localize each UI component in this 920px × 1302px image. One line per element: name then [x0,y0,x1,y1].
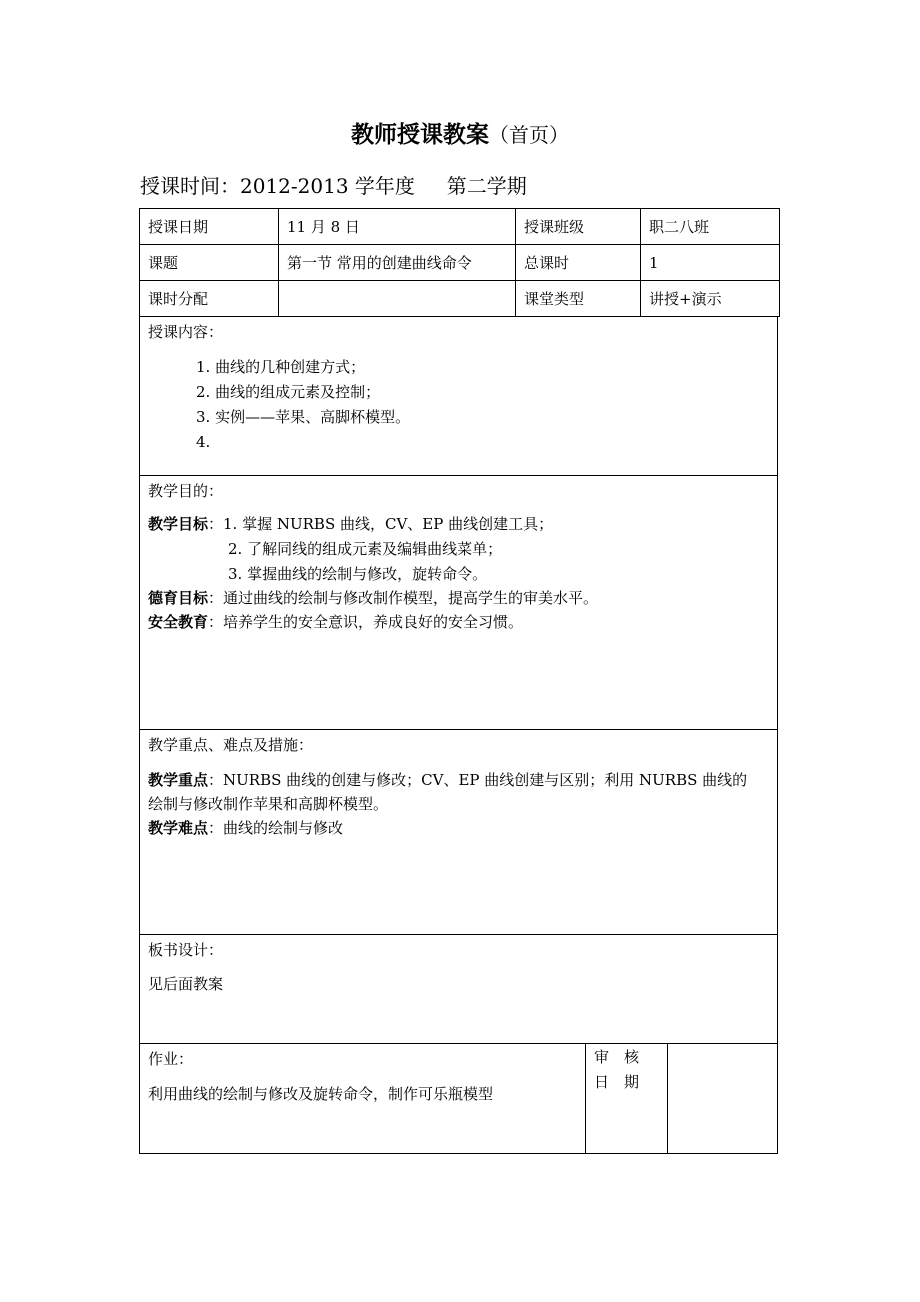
table-row [140,209,780,245]
review-label: 审 核 [594,1048,640,1066]
column-divider [667,1044,668,1153]
page-title-main: 教师授课教案 [351,122,489,148]
topic-value: 第一节 常用的创建曲线命令 [279,245,516,281]
date-label: 授课日期 [140,209,279,245]
class-value: 职二八班 [641,209,780,245]
moral-goal-label: 德育目标 [148,589,209,607]
safety-line [148,610,523,635]
column-divider [585,1044,586,1153]
moral-goal-text: ：通过曲线的绘制与修改制作模型，提高学生的审美水平。 [208,589,599,607]
alloc-value [279,281,516,317]
moral-goal-line [148,586,598,611]
goals-heading: 教学目的： [148,482,224,500]
hours-label: 总课时 [516,245,641,281]
class-label: 授课班级 [516,209,641,245]
table-row [140,281,780,317]
board-section [139,935,778,1044]
info-table [139,208,780,317]
content-item: 2. 曲线的组成元素及控制； [196,383,381,401]
teach-goal-label: 教学目标 [148,515,209,533]
difficulty-line [148,816,343,841]
board-heading: 板书设计： [148,941,224,959]
focus-text: ：NURBS 曲线的创建与修改；CV、EP 曲线创建与区别；利用 NURBS 曲线的 [208,771,748,789]
page-title-suffix: （首页） [489,123,569,147]
teach-goal-text: ：1. 掌握 NURBS 曲线，CV、EP 曲线创建工具； [208,515,554,533]
difficulty-text: ：曲线的绘制与修改 [208,819,344,837]
keypoints-heading: 教学重点、难点及措施： [148,736,314,754]
focus-label: 教学重点 [148,771,209,789]
keypoints-section [139,730,778,935]
homework-heading: 作业： [148,1050,194,1068]
homework-section [139,1044,778,1154]
alloc-label: 课时分配 [140,281,279,317]
hours-value: 1 [641,245,780,281]
topic-label: 课题 [140,245,279,281]
table-row [140,245,780,281]
content-section [139,317,778,476]
type-value: 讲授+演示 [641,281,780,317]
board-text: 见后面教案 [148,975,224,993]
content-item: 4. [196,433,211,451]
difficulty-label: 教学难点 [148,819,209,837]
focus-line-2: 绘制与修改制作苹果和高脚杯模型。 [148,795,389,813]
type-label: 课堂类型 [516,281,641,317]
teaching-time: 授课时间：2012-2013 学年度 第二学期 [140,174,527,198]
review-date-label: 日 期 [594,1073,640,1091]
teach-goal-line [148,512,553,537]
content-item: 3. 实例——苹果、高脚杯模型。 [196,408,411,426]
page-title [0,120,920,150]
focus-line [148,768,747,793]
teach-goal-line: 2. 了解同线的组成元素及编辑曲线菜单； [228,540,503,558]
safety-text: ：培养学生的安全意识，养成良好的安全习惯。 [208,613,524,631]
safety-label: 安全教育 [148,613,209,631]
goals-section [139,476,778,730]
content-item: 1. 曲线的几种创建方式； [196,358,366,376]
teach-goal-line: 3. 掌握曲线的绘制与修改，旋转命令。 [228,565,488,583]
date-value: 11 月 8 日 [279,209,516,245]
homework-text: 利用曲线的绘制与修改及旋转命令，制作可乐瓶模型 [148,1085,494,1103]
content-heading: 授课内容： [148,323,224,341]
